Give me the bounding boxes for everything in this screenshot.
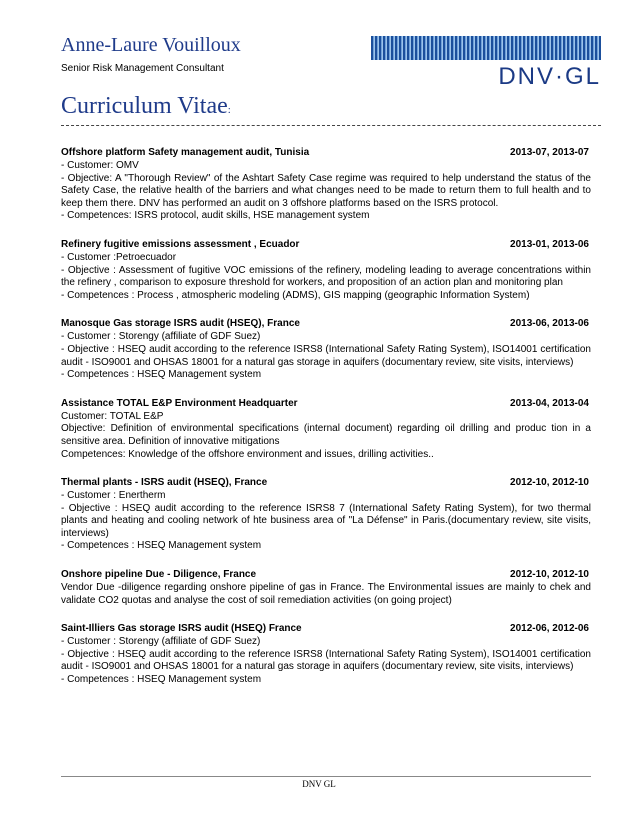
entry-dates: 2013-07, 2013-07: [510, 147, 589, 158]
entry-line: - Objective : HSEQ audit according to the reference ISRS8 7 (International Safety Rating System), for two thermal plants and heating and cooling network of hte business area of "La Défense" in Paris.(documentary review, site visits, interviews): [61, 502, 591, 539]
entry-title: Assistance TOTAL E&P Environment Headquarter: [61, 397, 298, 409]
entry-title: Thermal plants - ISRS audit (HSEQ), France: [61, 477, 268, 489]
entry-line: - Competences : HSEQ Management system: [61, 369, 262, 381]
entry-line: - Objective : HSEQ audit according to the reference ISRS8 (International Safety Rating System), ISO14001 certification audit - ISO9001 and OHSAS 18001 for a natural gas storage in aquifers (documentary review, site visits, interviews): [61, 343, 591, 368]
document-title: [61, 93, 231, 120]
entry-title: Refinery fugitive emissions assessment , Ecuador: [61, 238, 300, 250]
experience-entry: [61, 146, 591, 223]
entry-dates: 2012-06, 2012-06: [510, 623, 589, 635]
page-footer: DNV GL: [302, 779, 336, 789]
entry-line: Competences: Knowledge of the offshore environment and issues, drilling activities..: [61, 448, 434, 460]
document-title-text: Curriculum Vitae: [61, 93, 228, 119]
entry-line: - Competences : HSEQ Management system: [61, 674, 262, 686]
title-colon: :: [227, 104, 231, 116]
header-divider: [61, 125, 601, 126]
entry-description: [61, 160, 591, 223]
experience-entry: [61, 476, 591, 553]
experience-entry: [61, 568, 591, 607]
experience-entry: [61, 397, 591, 461]
experience-entry: [61, 317, 591, 381]
entry-line: - Objective : Assessment of fugitive VOC emissions of the refinery, modeling leading to average concentrations within the refinery , comparison to exposure threshold for workers, and proposition of an action plan and monitoring plan: [61, 264, 591, 289]
entry-header: [61, 317, 591, 331]
entry-line: - Customer : Enertherm: [61, 490, 166, 502]
entry-line: - Competences: ISRS protocol, audit skills, HSE management system: [61, 210, 370, 222]
entry-header: [61, 622, 591, 636]
entry-description: [61, 252, 591, 302]
entry-line: Vendor Due -diligence regarding onshore pipeline of gas in France. The Environmental issues are mainly to chek and validate CO2 quotas and analyse the cost of soil remediation activities (on going project): [61, 582, 591, 606]
entry-description: [61, 490, 591, 553]
entry-title: Manosque Gas storage ISRS audit (HSEQ), France: [61, 318, 300, 330]
person-name: Anne-Laure Vouilloux: [61, 34, 241, 56]
entry-description: [61, 331, 591, 381]
experience-entry: [61, 238, 591, 302]
entry-line: - Customer: OMV: [61, 160, 139, 171]
entry-dates: 2012-10, 2012-10: [510, 569, 589, 581]
dnvgl-logo: DNV·GL: [498, 63, 601, 90]
entry-dates: 2013-04, 2013-04: [510, 397, 589, 409]
entry-line: - Customer :Petroecuador: [61, 251, 177, 263]
entry-line: - Customer : Storengy (affiliate of GDF Suez): [61, 636, 261, 648]
entry-title: Offshore platform Safety management audit, Tunisia: [61, 147, 310, 158]
entry-header: [61, 476, 591, 490]
entry-header: [61, 397, 591, 411]
entry-line: Customer: TOTAL E&P: [61, 410, 164, 422]
entry-header: [61, 238, 591, 252]
job-title: Senior Risk Management Consultant: [61, 63, 224, 74]
entry-header: [61, 146, 591, 160]
entry-line: - Competences : HSEQ Management system: [61, 540, 262, 552]
entry-dates: 2012-10, 2012-10: [510, 477, 589, 489]
entry-description: [61, 636, 591, 686]
entry-title: Saint-Illiers Gas storage ISRS audit (HSEQ) France: [61, 623, 302, 635]
header: [61, 0, 601, 130]
footer-divider: [61, 776, 591, 777]
experience-entry: [61, 622, 591, 686]
entry-line: - Objective : HSEQ audit according to the reference ISRS8 (International Safety Rating System), ISO14001 certification audit - ISO9001 and OHSAS 18001 for a natural gas storage in aquifers (documentary review, site visits, interviews): [61, 648, 591, 673]
entry-line: - Objective: A "Thorough Review" of the Ashtart Safety Case regime was required to help understand the status of the Safety Case, the relative health of the barriers and what changes need to be made to return them to full health and to keep them there. DNV has performed an audit on 3 offshore platforms based on the ISRS protocol.: [61, 172, 591, 209]
entry-header: [61, 568, 591, 582]
entry-title: Onshore pipeline Due - Diligence, France: [61, 569, 257, 581]
entry-description: [61, 582, 591, 607]
entry-dates: 2013-06, 2013-06: [510, 318, 589, 330]
entry-line: - Customer : Storengy (affiliate of GDF Suez): [61, 331, 261, 343]
entry-description: [61, 411, 591, 461]
entry-line: - Competences : Process , atmospheric modeling (ADMS), GIS mapping (geographic Information System): [61, 289, 530, 301]
dnvgl-logo-bar: [371, 36, 601, 60]
experience-list: [61, 146, 591, 702]
entry-line: Objective: Definition of environmental specifications (internal document) regarding oil drilling and produc tion in a sensitive area. Definition of innovative mitigations: [61, 423, 591, 447]
entry-dates: 2013-01, 2013-06: [510, 238, 589, 250]
